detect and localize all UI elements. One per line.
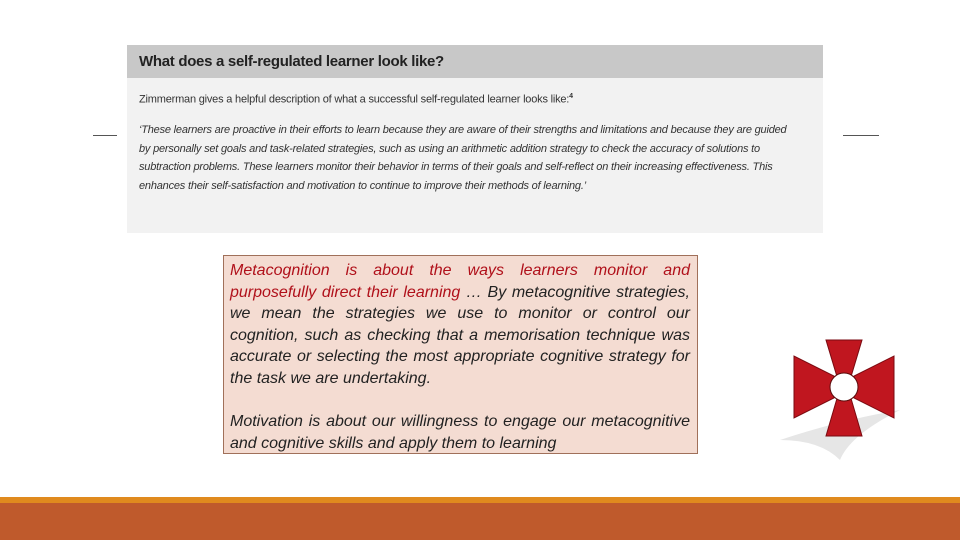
- zimmerman-quote: ‘These learners are proactive in their efforts to learn because they are aware of their strengths and limitations and because they are guided by personally set goals and task-related strategies, such as using an arithmetic addition strategy to check the accuracy of solutions to subtraction problems. These learners monitor their behavior in terms of their goals and self-reflect on their increasing effectiveness. This enhances their self-satisfaction and motivation to continue to improve their methods of learning.’: [139, 124, 787, 193]
- motivation-paragraph: Motivation is about our willingness to engage our metacognitive and cognitive skills and apply them to learning: [230, 413, 690, 452]
- footnote-marker: 4: [569, 93, 573, 100]
- definition-text: [230, 260, 690, 454]
- decorative-line-right: [843, 135, 879, 136]
- card-title: What does a self-regulated learner look like?: [127, 45, 823, 78]
- metacognition-highlight: Metacognition is about the ways learners monitor and purposefully direct their learning: [230, 262, 690, 301]
- red-cross-pattee-icon: [760, 320, 920, 470]
- footer-bar: [0, 503, 960, 540]
- metacognition-rest: … By metacognitive strategies, we mean the strategies we use to monitor or control our cognition, such as checking that a memorisation technique was accurate or selecting the most appropriate cognitive strategy for the task we are undertaking.: [230, 283, 690, 387]
- quote-card: [127, 45, 823, 233]
- intro-text: Zimmerman gives a helpful description of what a successful self-regulated learner looks like:: [139, 93, 570, 106]
- metacognition-paragraph: [230, 260, 690, 390]
- card-intro: [139, 93, 573, 106]
- decorative-line-left: [93, 135, 117, 136]
